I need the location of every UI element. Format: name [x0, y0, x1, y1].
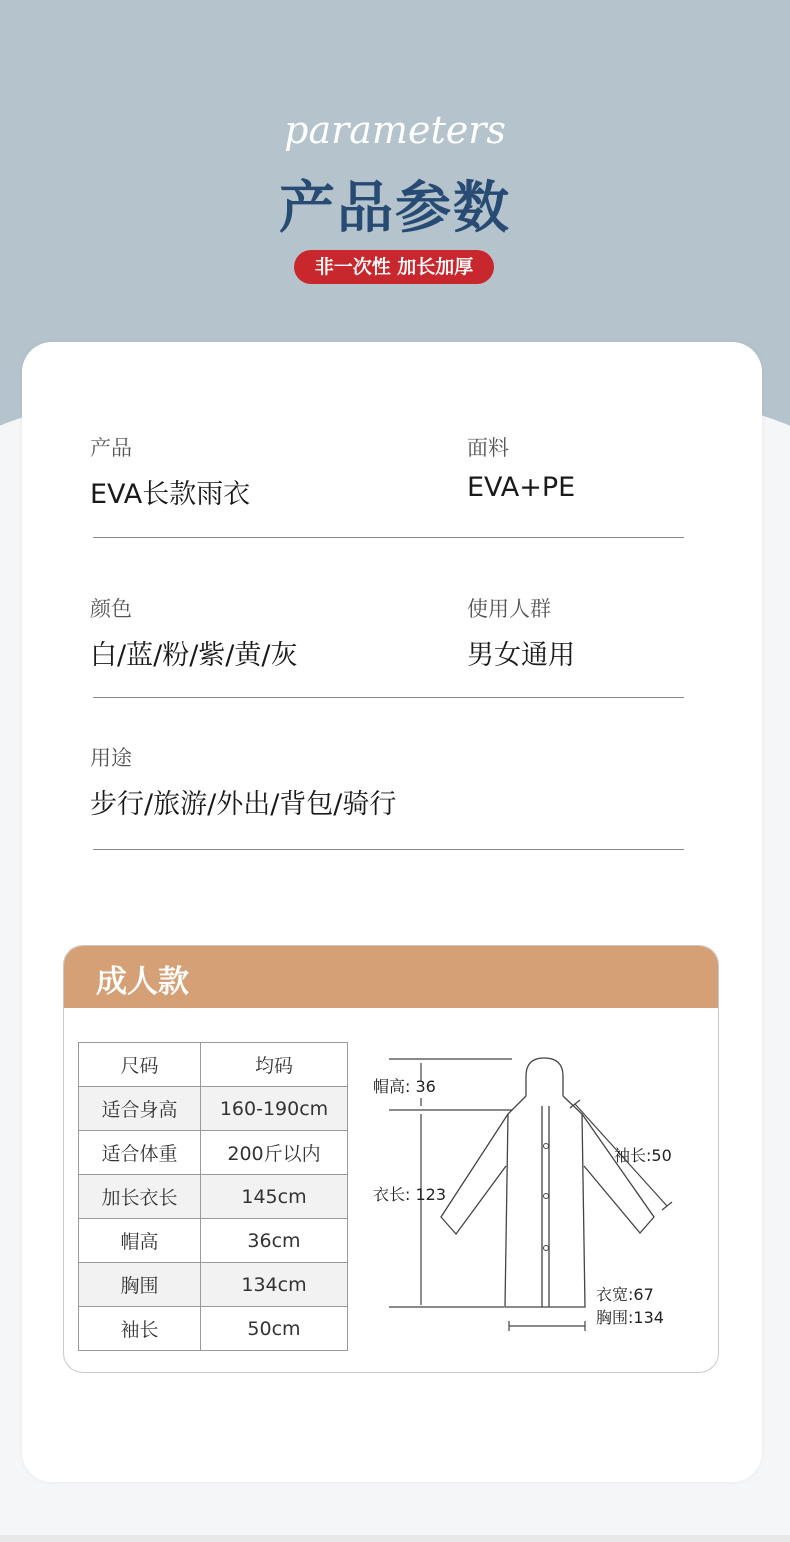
table-cell: 36cm — [201, 1219, 348, 1263]
param-label: 颜色 — [90, 597, 132, 621]
button — [544, 1246, 549, 1251]
divider — [93, 849, 684, 850]
coat-width-label: 衣宽:67 — [596, 1285, 654, 1304]
param-usage — [90, 742, 396, 821]
table-cell: 50cm — [201, 1307, 348, 1351]
param-material — [467, 432, 575, 503]
param-value: EVA长款雨衣 — [90, 479, 251, 510]
table-cell: 帽高 — [79, 1219, 201, 1263]
script-title: parameters — [284, 108, 506, 152]
table-cell: 适合体重 — [79, 1131, 201, 1175]
feature-tag: 非一次性 加长加厚 — [294, 250, 494, 284]
dimension-line — [662, 1202, 672, 1210]
param-color — [90, 593, 297, 672]
sleeve-length-label: 袖长:50 — [614, 1146, 672, 1165]
param-value: 白/蓝/粉/紫/黄/灰 — [90, 640, 298, 671]
table-cell: 胸围 — [79, 1263, 201, 1307]
button — [544, 1144, 549, 1149]
divider — [93, 537, 684, 538]
table-cell: 200斤以内 — [201, 1131, 348, 1175]
param-label: 使用人群 — [467, 597, 551, 621]
param-value: EVA+PE — [467, 472, 576, 503]
param-label: 用途 — [90, 746, 132, 770]
divider — [93, 697, 684, 698]
coat-length-label: 衣长: 123 — [373, 1185, 447, 1204]
table-cell: 160-190cm — [201, 1087, 348, 1131]
chest-label: 胸围:134 — [596, 1308, 664, 1327]
table-header-cell: 均码 — [201, 1043, 348, 1087]
param-product — [90, 432, 250, 511]
table-cell: 袖长 — [79, 1307, 201, 1351]
param-users — [467, 593, 575, 672]
button — [544, 1194, 549, 1199]
table-cell: 适合身高 — [79, 1087, 201, 1131]
param-label: 面料 — [467, 436, 509, 460]
page-title: 产品参数 — [279, 176, 511, 241]
param-value: 步行/旅游/外出/背包/骑行 — [90, 789, 397, 820]
param-value: 男女通用 — [467, 640, 575, 671]
raincoat-outline — [441, 1058, 654, 1307]
table-cell: 加长衣长 — [79, 1175, 201, 1219]
bottom-strip — [0, 1535, 790, 1542]
table-cell: 145cm — [201, 1175, 348, 1219]
hood-height-label: 帽高: 36 — [373, 1077, 436, 1096]
table-header-cell: 尺码 — [79, 1043, 201, 1087]
size-chart-box — [63, 945, 719, 1373]
size-chart-title: 成人款 — [96, 964, 189, 1000]
table-cell: 134cm — [201, 1263, 348, 1307]
param-label: 产品 — [90, 436, 132, 460]
